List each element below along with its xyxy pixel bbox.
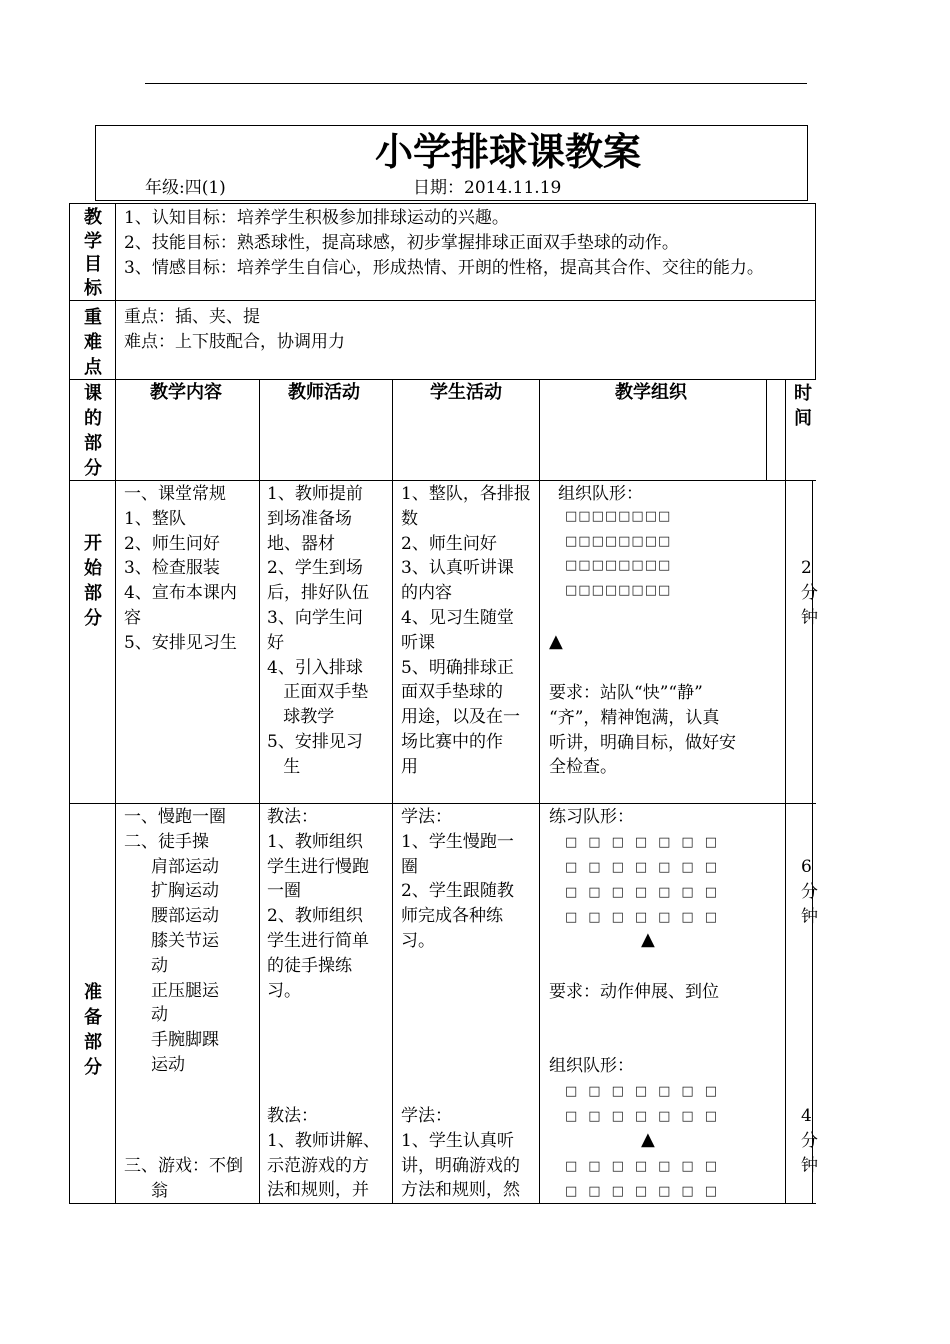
student-column-header: 学生活动 (430, 382, 502, 403)
prep-org-requirement: 要求：动作伸展、到位 (549, 982, 719, 1002)
start-formation-grid: □□□□□□□□ □□□□□□□□ □□□□□□□□ □□□□□□□□ (565, 509, 672, 598)
prep-formation-grid: □□□□□□□ □□□□□□□ □□□□□□□ □□□□□□□ (565, 835, 728, 925)
prep-time: 6 分 钟 (801, 857, 818, 927)
prep-content: 一、慢跑一圈 二、徒手操 肩部运动 扩胸运动 腰部运动 膝关节运 动 正压腿运 动 手腕脚踝 运动 (124, 807, 226, 1075)
table-line (766, 379, 767, 480)
table-line (69, 203, 816, 204)
page-title: 小学排球课教案 (375, 129, 642, 174)
start-time: 2 分 钟 (801, 558, 818, 628)
table-line (785, 379, 786, 1204)
prep-teacher-activity-game: 教法： 1、教师讲解、 示范游戏的方 法和规则，并 (267, 1106, 380, 1201)
start-org-title: 组织队形： (558, 484, 643, 504)
org-column-header: 教学组织 (615, 382, 687, 403)
time-column-header: 时 间 (794, 383, 812, 429)
grade-label: 年级:四(1) (145, 178, 226, 198)
teacher-marker-icon: ▲ (641, 929, 655, 950)
prep-student-activity-game: 学法： 1、学生认真听 讲，明确游戏的 方法和规则，然 (401, 1106, 520, 1201)
objective-line: 2、技能目标：熟悉球性，提高球感，初步掌握排球正面双手垫球的动作。 (124, 233, 679, 253)
prep-formation-grid-2a: □□□□□□□ □□□□□□□ (565, 1084, 728, 1124)
start-section-label: 开 始 部 分 (84, 533, 102, 629)
table-line (69, 379, 816, 380)
start-teacher-activity: 1、教师提前 到场准备场 地、器材 2、学生到场 后，排好队伍 3、向学生问 好 4、引入排球 正面双手垫 球教学 5、安排见习 生 (267, 484, 369, 777)
teacher-marker-icon: ▲ (549, 631, 563, 652)
table-line (115, 203, 116, 1204)
objective-line: 1、认知目标：培养学生积极参加排球运动的兴趣。 (124, 208, 509, 228)
table-line (69, 480, 816, 481)
table-line (69, 300, 816, 301)
table-line (259, 379, 260, 1204)
prep-formation-grid-2b: □□□□□□□ □□□□□□□ (565, 1159, 728, 1199)
date-label: 日期：2014.11.19 (413, 178, 562, 198)
start-org-requirement: 要求：站队“快”“静” “齐”，精神饱满，认真 听讲，明确目标，做好安 全检查。 (549, 683, 736, 778)
table-line (815, 203, 816, 380)
prep-time-2: 4 分 钟 (801, 1106, 818, 1176)
objective-line: 3、情感目标：培养学生自信心，形成热情、开朗的性格，提高其合作、交往的能力。 (124, 258, 764, 278)
start-content: 一、课堂常规 1、整队 2、师生问好 3、检查服装 4、宣布本课内 容 5、安排见习生 (124, 484, 237, 653)
keypoints-label: 重 难 点 (84, 307, 102, 378)
teacher-column-header: 教师活动 (288, 382, 360, 403)
prep-org-title: 练习队形： (549, 807, 634, 827)
header-rule (145, 83, 807, 84)
prep-student-activity: 学法： 1、学生慢跑一 圈 2、学生跟随教 师完成各种练 习。 (401, 807, 514, 951)
keypoint-line: 重点：插、夹、提 (124, 307, 260, 327)
teacher-marker-icon: ▲ (641, 1129, 655, 1150)
prep-org-title-2: 组织队形： (549, 1056, 634, 1076)
table-line (392, 379, 393, 1204)
prep-teacher-activity: 教法： 1、教师组织 学生进行慢跑 一圈 2、教师组织 学生进行简单 的徒手操练 习。 (267, 807, 369, 1001)
table-line (69, 803, 816, 804)
prep-game-content: 三、游戏：不倒 翁 (124, 1156, 243, 1201)
table-line (69, 203, 70, 1204)
section-column-header: 课 的 部 分 (84, 383, 102, 479)
content-column-header: 教学内容 (150, 382, 222, 403)
prep-section-label: 准 备 部 分 (84, 982, 102, 1078)
start-student-activity: 1、整队，各排报 数 2、师生问好 3、认真听讲课 的内容 4、见习生随堂 听课 5、明确排球正 面双手垫球的 用途，以及在一 场比赛中的作 用 (401, 484, 531, 777)
keypoint-line: 难点：上下肢配合，协调用力 (124, 332, 345, 352)
objectives-label: 教 学 目 标 (84, 207, 102, 299)
table-line (539, 379, 540, 1204)
